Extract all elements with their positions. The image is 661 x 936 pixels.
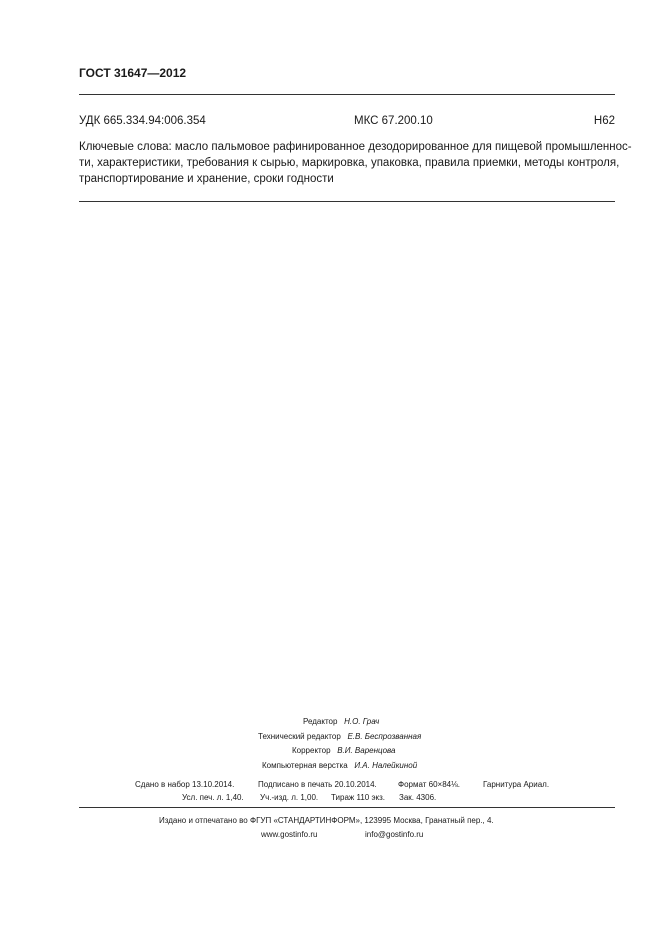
credit-role: Технический редактор [258,731,346,741]
credit-tech-editor [258,730,421,745]
credit-name: И.А. Налейкиной [354,760,418,770]
standard-id: ГОСТ 31647—2012 [79,66,187,80]
keywords-divider [79,201,615,202]
publisher-address: Издано и отпечатано во ФГУП «СТАНДАРТИНФОРМ», 123995 Москва, Гранатный пер., 4. [159,816,494,825]
credit-editor [303,715,379,730]
credit-corrector [292,744,396,759]
credit-name: Е.В. Беспрозванная [347,731,422,741]
typeface: Гарнитура Ариал. [483,780,550,789]
pub-sheets: Уч.-изд. л. 1,00. [260,793,319,802]
keywords-line: Ключевые слова: масло пальмовое рафинированное дезодорированное для пищевой промышленнос- [79,141,632,153]
publisher-website[interactable]: www.gostinfo.ru [261,830,318,839]
print-run: Тираж 110 экз. [331,793,386,802]
credit-layout [262,759,417,774]
udc-code: УДК 665.334.94:006.354 [79,115,206,127]
paper-format: Формат 60×84⅛. [398,780,461,789]
top-divider [79,94,615,95]
publisher-email[interactable]: info@gostinfo.ru [365,830,424,839]
credit-role: Корректор [292,746,335,755]
publisher-divider [79,807,615,808]
credit-role: Редактор [303,717,342,726]
credit-name: Н.О. Грач [344,717,380,726]
group-code: Н62 [593,115,615,127]
signed-date: Подписано в печать 20.10.2014. [258,780,377,789]
ics-code: МКС 67.200.10 [354,115,433,127]
order-number: Зак. 4306. [399,793,437,802]
credit-role: Компьютерная верстка [262,760,353,770]
keywords-line: ти, характеристики, требования к сырью, маркировка, упаковка, правила приемки, методы контроля, [79,157,620,169]
credit-name: В.И. Варенцова [337,746,396,755]
typeset-date: Сдано в набор 13.10.2014. [135,780,235,789]
keywords-block [79,139,632,187]
keywords-line: транспортирование и хранение, сроки годности [79,173,334,185]
print-sheets: Усл. печ. л. 1,40. [182,793,244,802]
